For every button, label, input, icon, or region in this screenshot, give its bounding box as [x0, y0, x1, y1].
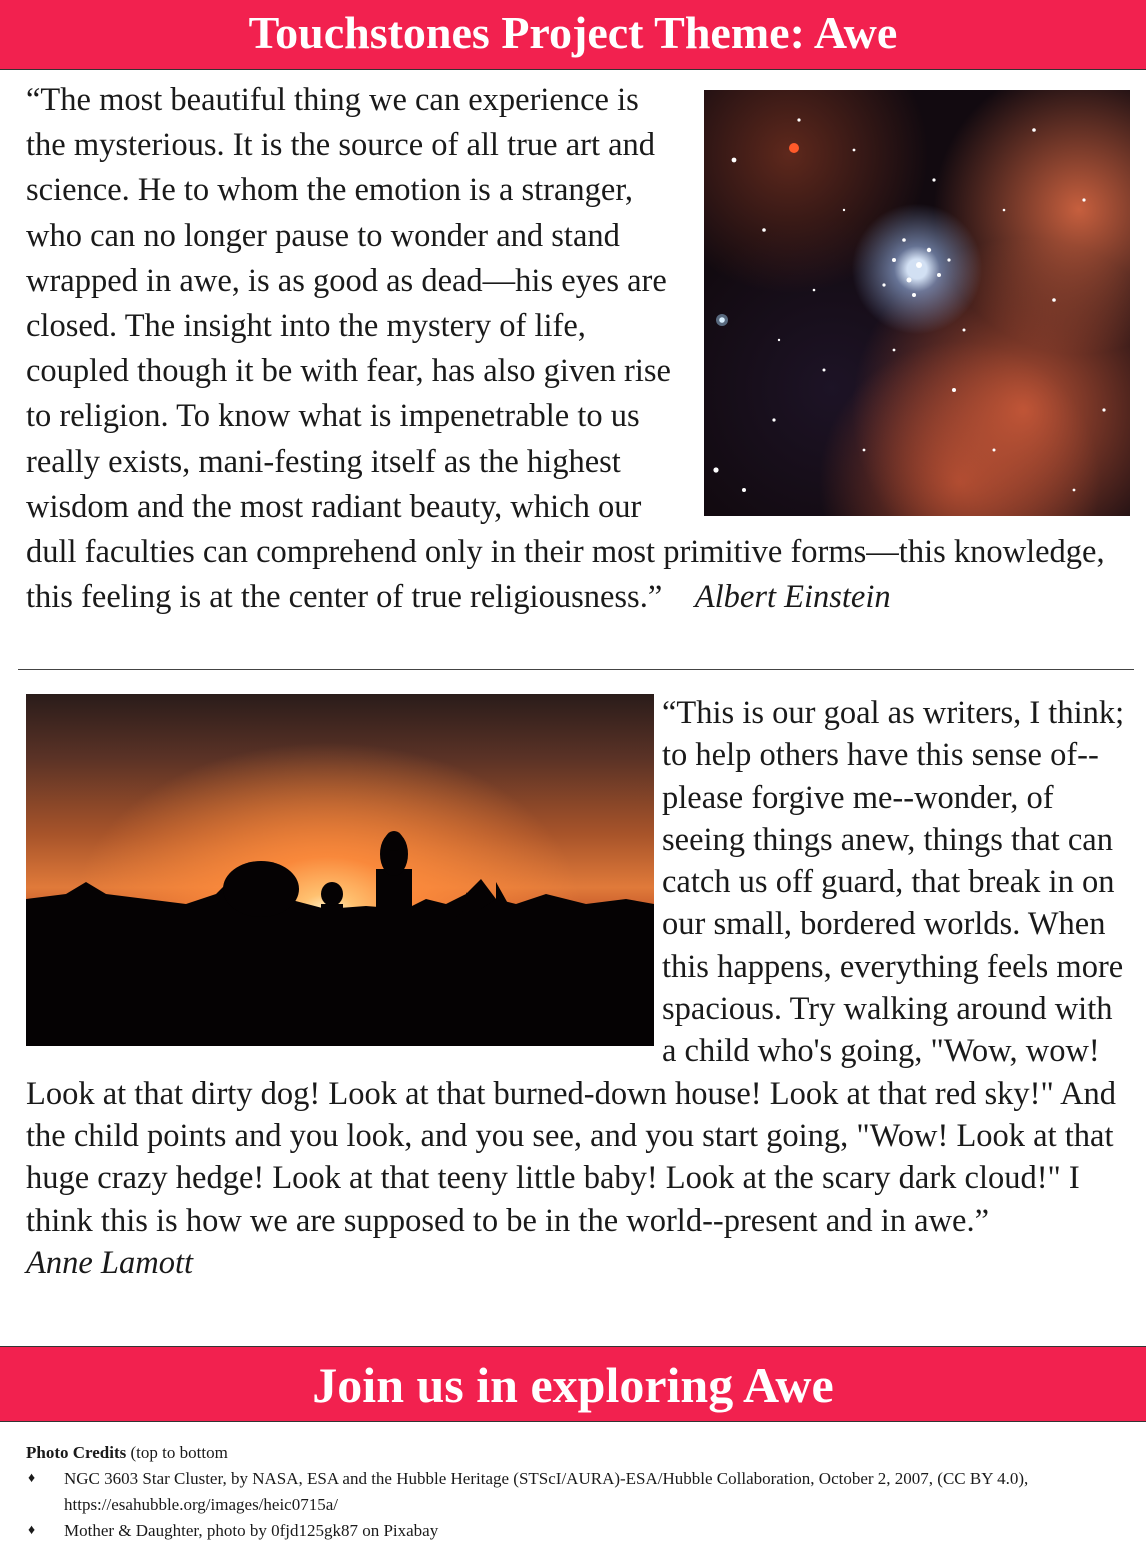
credit-item-text: Mother & Daughter, photo by 0fjd125gk87 on Pixabay: [64, 1521, 439, 1540]
lamott-quote-author: Anne Lamott: [26, 1244, 194, 1281]
mother-daughter-sunset-image: [26, 694, 654, 1046]
einstein-quote-author: Albert Einstein: [694, 579, 891, 616]
einstein-quote-block: [26, 78, 1130, 620]
lamott-quote-block: [26, 692, 1130, 1284]
einstein-quote-text: “The most beautiful thing we can experience is the mysterious. It is the source of all true art and science. He to whom the emotion is a stranger, who can no longer pause to wonder and stand wrapped in awe, is as good as dead—his eyes are closed. The insight into the mystery of life, coupled though it be with fear, has also given rise to religion. To know what is impenetrable to us really exists, mani-festing itself as the highest wisdom and the most radiant beauty, which our dull faculties can comprehend only in their most primitive forms—this knowledge, this feeling is at the center of true religiousness.”: [26, 82, 1105, 616]
photo-credits-subtitle: (top to bottom: [126, 1443, 228, 1462]
photo-credits-heading: [26, 1440, 1126, 1466]
silhouette-scene: [26, 694, 654, 1046]
credit-item: [26, 1466, 1126, 1518]
page-title-banner: [0, 0, 1146, 70]
photo-credits-list: [26, 1466, 1126, 1544]
photo-credits: [26, 1440, 1126, 1544]
section-divider: [18, 669, 1134, 670]
join-us-text: Join us in exploring Awe: [312, 1357, 834, 1413]
join-us-banner: [0, 1346, 1146, 1422]
page-title: Touchstones Project Theme: Awe: [248, 7, 898, 58]
credit-item-text: NGC 3603 Star Cluster, by NASA, ESA and the Hubble Heritage (STScI/AURA)-ESA/Hubble Collaboration, October 2, 2007, (CC BY 4.0), https://esahubble.org/images/heic0715a/: [64, 1469, 1029, 1514]
photo-credits-title: Photo Credits: [26, 1443, 127, 1462]
diamond-bullet-icon: ♦: [28, 1471, 36, 1486]
lamott-quote-text: “This is our goal as writers, I think; to help others have this sense of--please forgive me--wonder, of seeing things anew, things that can catch us off guard, that break in on our small, bordered worlds. When this happens, everything feels more spacious. Try walking around with a child who's going, "Wow, wow! Look at that dirty dog! Look at that burned-down house! Look at that red sky!" And the child points and you look, and you see, and you start going, "Wow! Look at that huge crazy hedge! Look at that teeny little baby! Look at the scary dark cloud!" I think this is how we are supposed to be in the world--present and in awe.”: [26, 695, 1125, 1239]
credit-item: [26, 1518, 1126, 1544]
star-cluster-image: [704, 90, 1130, 516]
diamond-bullet-icon: ♦: [28, 1523, 36, 1538]
star-field: [704, 90, 1130, 516]
